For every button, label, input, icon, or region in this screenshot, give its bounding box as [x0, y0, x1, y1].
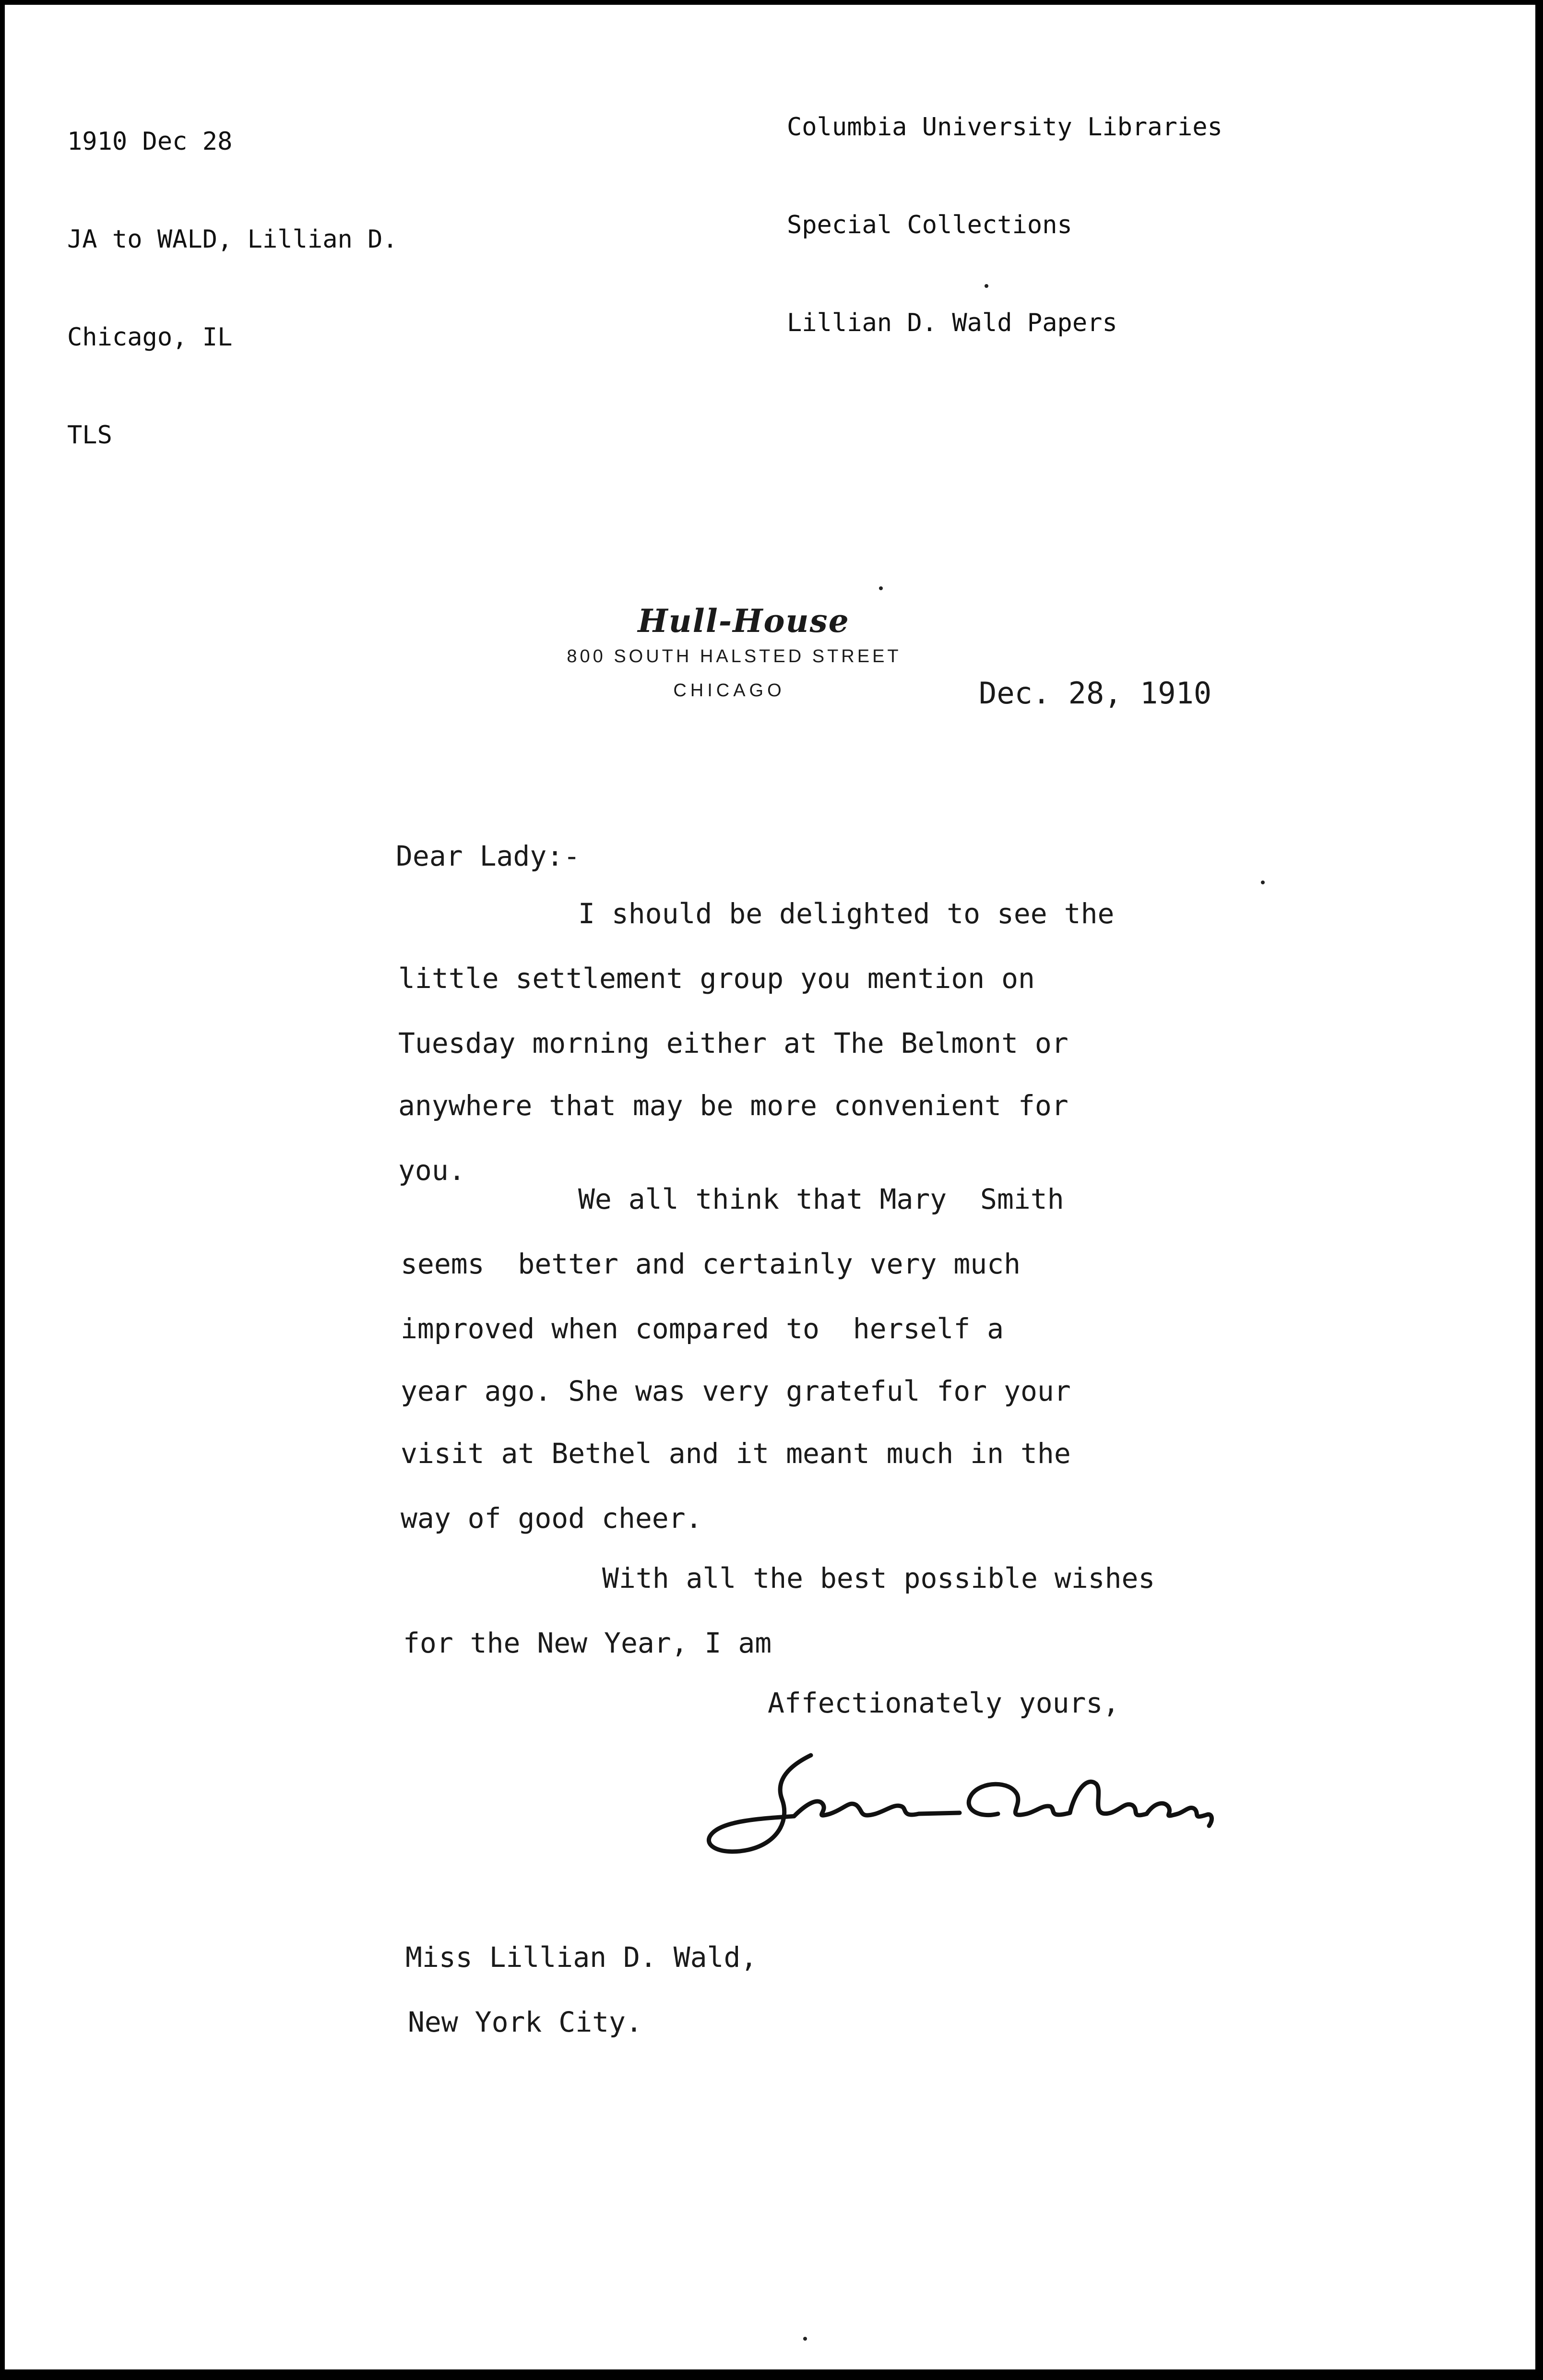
body-line: visit at Bethel and it meant much in the — [401, 1437, 1071, 1470]
archive-papers: Lillian D. Wald Papers — [787, 309, 1117, 337]
body-line: seems better and certainly very much — [401, 1248, 1021, 1280]
closing: Affectionately yours, — [768, 1687, 1120, 1719]
handwritten-signature — [691, 1747, 1223, 1857]
archive-doc-type: TLS — [67, 421, 112, 450]
addressee-city: New York City. — [408, 2006, 642, 2038]
letterhead — [528, 602, 940, 701]
scan-speck — [803, 2337, 807, 2341]
body-line: I should be delighted to see the — [578, 897, 1115, 930]
body-line: for the New Year, I am — [403, 1627, 772, 1659]
scan-speck — [1261, 881, 1265, 884]
archive-metadata-left — [67, 60, 398, 484]
archive-correspondents: JA to WALD, Lillian D. — [67, 225, 398, 254]
letterhead-title: Hull-House — [638, 602, 850, 640]
salutation: Dear Lady:- — [396, 840, 581, 872]
letterhead-city: CHICAGO — [673, 680, 785, 701]
body-line: little settlement group you mention on — [398, 962, 1035, 995]
scan-border-left — [0, 0, 5, 2380]
archive-date: 1910 Dec 28 — [67, 127, 233, 156]
scan-speck — [879, 586, 883, 590]
scan-border-right — [1535, 0, 1543, 2380]
archive-metadata-right — [787, 46, 1223, 372]
addressee-name: Miss Lillian D. Wald, — [405, 1941, 758, 1974]
body-line: With all the best possible wishes — [602, 1562, 1155, 1595]
body-line: year ago. She was very grateful for your — [401, 1375, 1071, 1407]
scan-border-bottom — [0, 2369, 1543, 2380]
body-line: way of good cheer. — [401, 1502, 702, 1535]
body-line: improved when compared to herself a — [401, 1312, 1004, 1345]
body-line: Tuesday morning either at The Belmont or — [398, 1027, 1068, 1059]
body-line: you. — [398, 1154, 465, 1187]
archive-place: Chicago, IL — [67, 323, 233, 352]
scan-border-top — [0, 0, 1543, 5]
body-line: We all think that Mary Smith — [578, 1183, 1064, 1215]
scan-speck — [985, 284, 988, 288]
letterhead-street: 800 SOUTH HALSTED STREET — [567, 646, 902, 666]
letter-date: Dec. 28, 1910 — [979, 676, 1212, 711]
body-line: anywhere that may be more convenient for — [398, 1089, 1068, 1122]
archive-institution: Columbia University Libraries — [787, 113, 1223, 142]
archive-collection: Special Collections — [787, 211, 1072, 239]
